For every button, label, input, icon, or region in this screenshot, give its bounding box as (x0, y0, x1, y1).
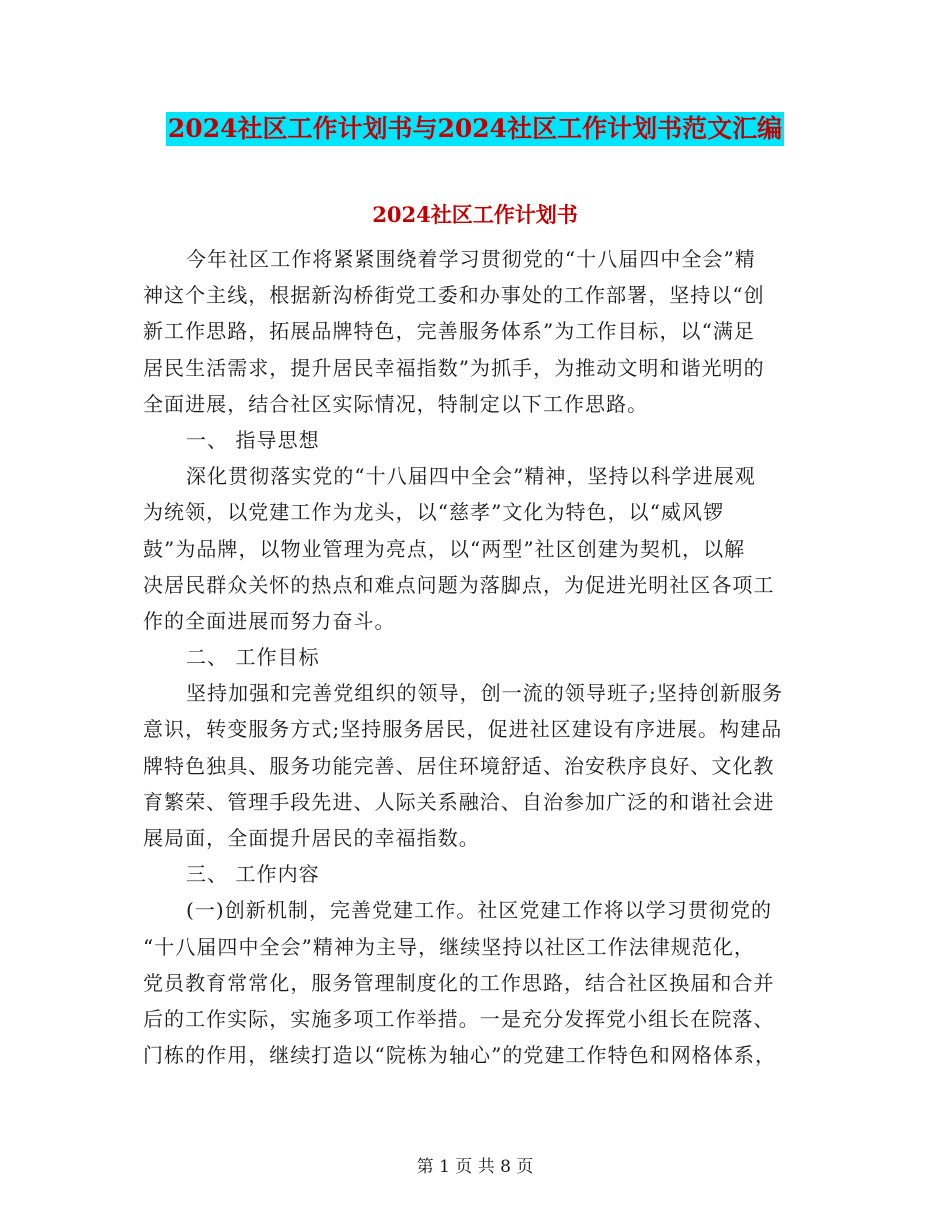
text-line: 门栋的作用，继续打造以“院栋为轴心”的党建工作特色和网格体系， (143, 1043, 776, 1068)
text-line: 育繁荣、管理手段先进、人际关系融洽、自治参加广泛的和谐社会进 (143, 789, 775, 814)
text-line: 居民生活需求，提升居民幸福指数”为抓手，为推动文明和谐光明的 (143, 355, 765, 380)
document-title-wrap (0, 112, 950, 146)
document-title: 2024社区工作计划书与2024社区工作计划书范文汇编 (166, 112, 784, 146)
text-line: 为统领，以党建工作为龙头，以“慈孝”文化为特色，以“威风锣 (143, 500, 725, 525)
text-line: 神这个主线，根据新沟桥街党工委和办事处的工作部署，坚持以“创 (143, 283, 765, 308)
text-line: 一、 指导思想 (186, 427, 320, 452)
text-line: 二、 工作目标 (186, 645, 320, 670)
text-line: 坚持加强和完善党组织的领导，创一流的领导班子;坚持创新服务 (186, 681, 784, 706)
section-title: 2024社区工作计划书 (372, 202, 578, 227)
text-line: 党员教育常常化，服务管理制度化的工作思路，结合社区换届和合并 (143, 970, 775, 995)
text-line: 决居民群众关怀的热点和难点问题为落脚点，为促进光明社区各项工 (143, 572, 775, 597)
text-line: 后的工作实际，实施多项工作举措。一是充分发挥党小组长在院落、 (143, 1006, 775, 1031)
text-line: 鼓”为品牌，以物业管理为亮点，以“两型”社区创建为契机，以解 (143, 536, 746, 561)
text-line: 展局面，全面提升居民的幸福指数。 (143, 826, 480, 850)
text-line: 作的全面进展而努力奋斗。 (143, 608, 396, 633)
page-footer: 第 1 页 共 8 页 (416, 1157, 534, 1177)
text-line: 牌特色独具、服务功能完善、居住环境舒适、治安秩序良好、文化教 (143, 753, 775, 778)
body-text (143, 241, 815, 1073)
text-line: 三、 工作内容 (186, 862, 320, 887)
text-line: 新工作思路，拓展品牌特色，完善服务体系”为工作目标，以“满足 (143, 319, 755, 344)
text-line: 深化贯彻落实党的“十八届四中全会”精神，坚持以科学进展观 (186, 464, 756, 489)
text-line: 今年社区工作将紧紧围绕着学习贯彻党的“十八届四中全会”精 (186, 247, 756, 271)
text-line: “十八届四中全会”精神为主导，继续坚持以社区工作法律规范化， (143, 934, 755, 959)
text-line: (一)创新机制，完善党建工作。社区党建工作将以学习贯彻党的 (186, 898, 773, 923)
text-line: 全面进展，结合社区实际情况，特制定以下工作思路。 (143, 391, 649, 416)
text-line: 意识，转变服务方式;坚持服务居民，促进社区建设有序进展。构建品 (143, 717, 783, 742)
